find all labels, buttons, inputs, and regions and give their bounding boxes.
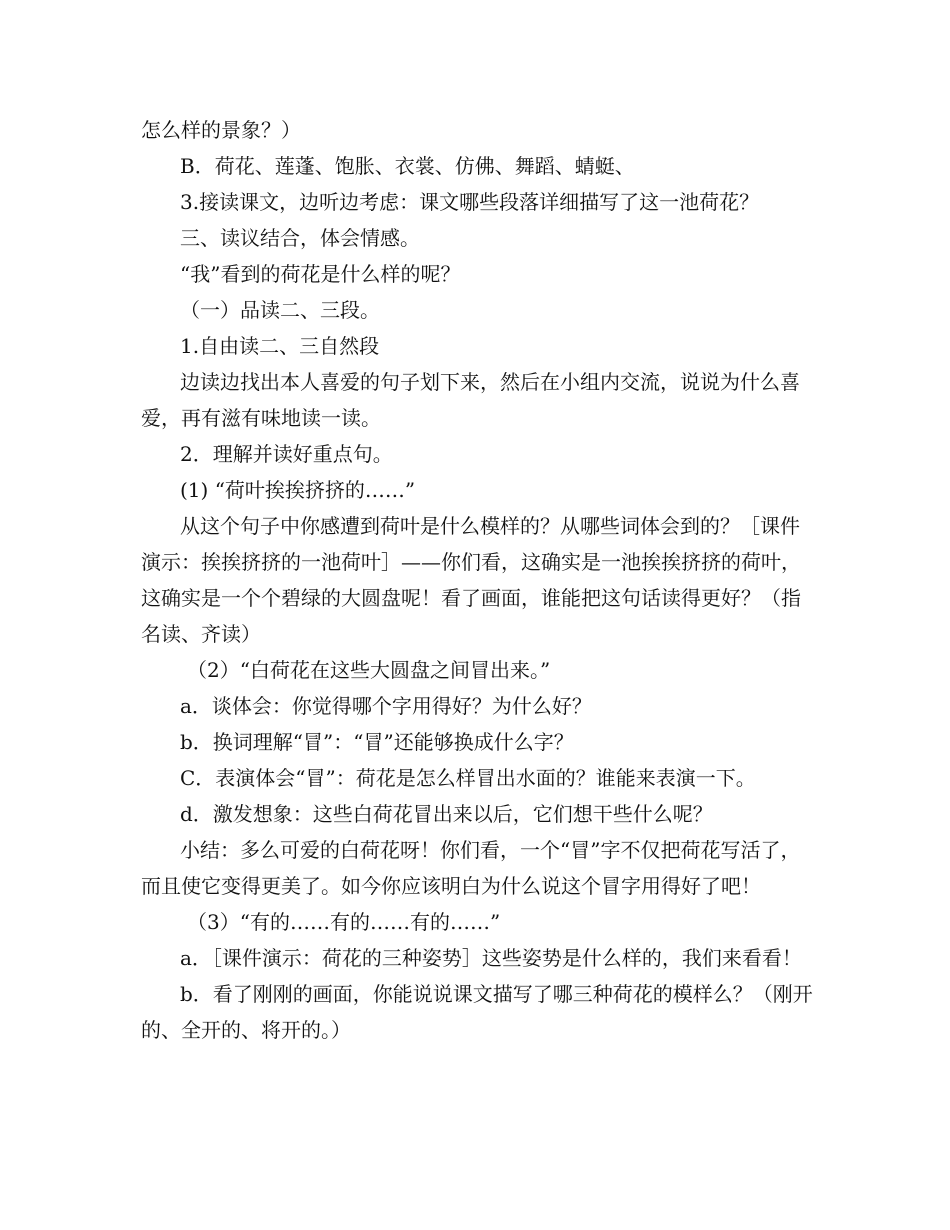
paragraph: 3.接读课文，边听边考虑：课文哪些段落详细描写了这一池荷花？ bbox=[180, 190, 760, 214]
paragraph: 小结：多么可爱的白荷花呀！你们看，一个“冒”字不仅把荷花写活了，而且使它变得更美了。如今你应该明白为什么说这个冒字用得好了吧！ bbox=[141, 838, 801, 898]
subsection-heading: （一）品读二、三段。 bbox=[180, 298, 380, 322]
paragraph: “我”看到的荷花是什么样的呢？ bbox=[180, 262, 461, 286]
paragraph: (1) “荷叶挨挨挤挤的……” bbox=[180, 478, 416, 502]
paragraph: （2）“白荷花在这些大圆盘之间冒出来。” bbox=[187, 658, 551, 682]
paragraph: b．看了刚刚的画面，你能说说课文描写了哪三种荷花的模样么？（刚开的、全开的、将开的。） bbox=[141, 982, 813, 1042]
paragraph: 从这个句子中你感遭到荷叶是什么模样的？从哪些词体会到的？［课件演示：挨挨挤挤的一池荷叶］——你们看，这确实是一池挨挨挤挤的荷叶，这确实是一个个碧绿的大圆盘呢！看了画面，谁能把这句话读得更好？（指名读、齐读） bbox=[141, 514, 801, 646]
document-body bbox=[141, 112, 813, 1048]
paragraph: 2．理解并读好重点句。 bbox=[180, 442, 393, 466]
paragraph: 怎么样的景象？） bbox=[141, 118, 301, 142]
paragraph: （3）“有的……有的……有的……” bbox=[187, 910, 501, 934]
paragraph: b．换词理解“冒”：“冒”还能够换成什么字？ bbox=[180, 730, 574, 754]
paragraph: d．激发想象：这些白荷花冒出来以后，它们想干些什么呢？ bbox=[180, 802, 713, 826]
section-heading: 三、读议结合，体会情感。 bbox=[180, 226, 420, 250]
paragraph: 1.自由读二、三自然段 bbox=[180, 334, 380, 358]
paragraph: C．表演体会“冒”：荷花是怎么样冒出水面的？谁能来表演一下。 bbox=[180, 766, 756, 790]
paragraph: 边读边找出本人喜爱的句子划下来，然后在小组内交流，说说为什么喜爱，再有滋有味地读一读。 bbox=[141, 370, 800, 430]
paragraph: a．谈体会：你觉得哪个字用得好？为什么好？ bbox=[180, 694, 592, 718]
paragraph: a．［课件演示：荷花的三种姿势］这些姿势是什么样的，我们来看看！ bbox=[180, 946, 802, 970]
paragraph: B．荷花、莲蓬、饱胀、衣裳、仿佛、舞蹈、蜻蜓、 bbox=[180, 154, 635, 178]
